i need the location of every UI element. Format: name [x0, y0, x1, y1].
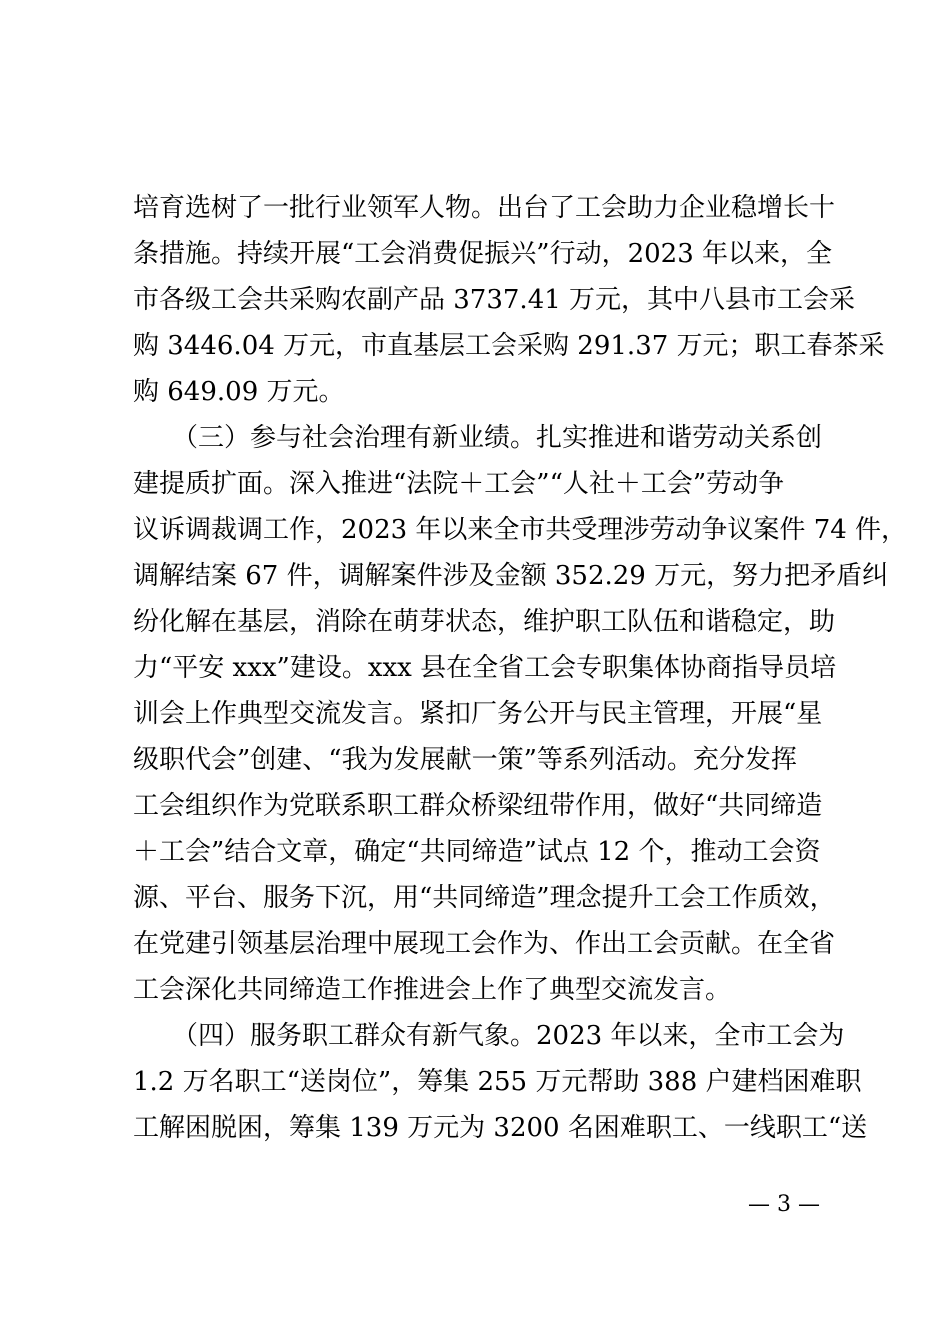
text-line: 条措施。持续开展“工会消费促振兴”行动，2023 年以来，全: [133, 239, 833, 269]
text-line: 购 649.09 万元。: [133, 377, 345, 407]
text-line: 购 3446.04 万元，市直基层工会采购 291.37 万元；职工春茶采: [133, 331, 885, 361]
text-line: 级职代会”创建、“我为发展献一策”等系列活动。充分发挥: [133, 745, 797, 775]
text-line: 训会上作典型交流发言。紧扣厂务公开与民主管理，开展“星: [133, 699, 823, 729]
section-heading-line: （四）服务职工群众有新气象。2023 年以来，全市工会为: [133, 1021, 845, 1051]
document-body: [133, 185, 908, 1151]
text-line: 纷化解在基层，消除在萌芽状态，维护职工队伍和谐稳定，助: [133, 607, 836, 637]
text-line: 1.2 万名职工“送岗位”，筹集 255 万元帮助 388 户建档困难职: [133, 1067, 862, 1097]
text-line: 市各级工会共采购农副产品 3737.41 万元，其中八县市工会采: [133, 285, 856, 315]
text-line: 培育选树了一批行业领军人物。出台了工会助力企业稳增长十: [133, 193, 836, 223]
text-line: 源、平台、服务下沉，用“共同缔造”理念提升工会工作质效，: [133, 883, 836, 913]
section-heading-line: （三）参与社会治理有新业绩。扎实推进和谐劳动关系创: [133, 423, 823, 453]
text-line: ＋工会”结合文章，确定“共同缔造”试点 12 个，推动工会资: [133, 837, 821, 867]
page-number: — 3 —: [748, 1192, 820, 1217]
text-line: 议诉调裁调工作，2023 年以来全市共受理涉劳动争议案件 74 件，: [133, 515, 908, 545]
text-line: 调解结案 67 件，调解案件涉及金额 352.29 万元，努力把矛盾纠: [133, 561, 889, 591]
text-line: 力“平安 xxx”建设。xxx 县在全省工会专职集体协商指导员培: [133, 653, 837, 683]
text-line: 在党建引领基层治理中展现工会作为、作出工会贡献。在全省: [133, 929, 836, 959]
text-line: 建提质扩面。深入推进“法院＋工会”“人社＋工会”劳动争: [133, 469, 785, 499]
text-line: 工解困脱困，筹集 139 万元为 3200 名困难职工、一线职工“送: [133, 1113, 868, 1143]
text-line: 工会组织作为党联系职工群众桥梁纽带作用，做好“共同缔造: [133, 791, 823, 821]
text-line: 工会深化共同缔造工作推进会上作了典型交流发言。: [133, 975, 732, 1005]
